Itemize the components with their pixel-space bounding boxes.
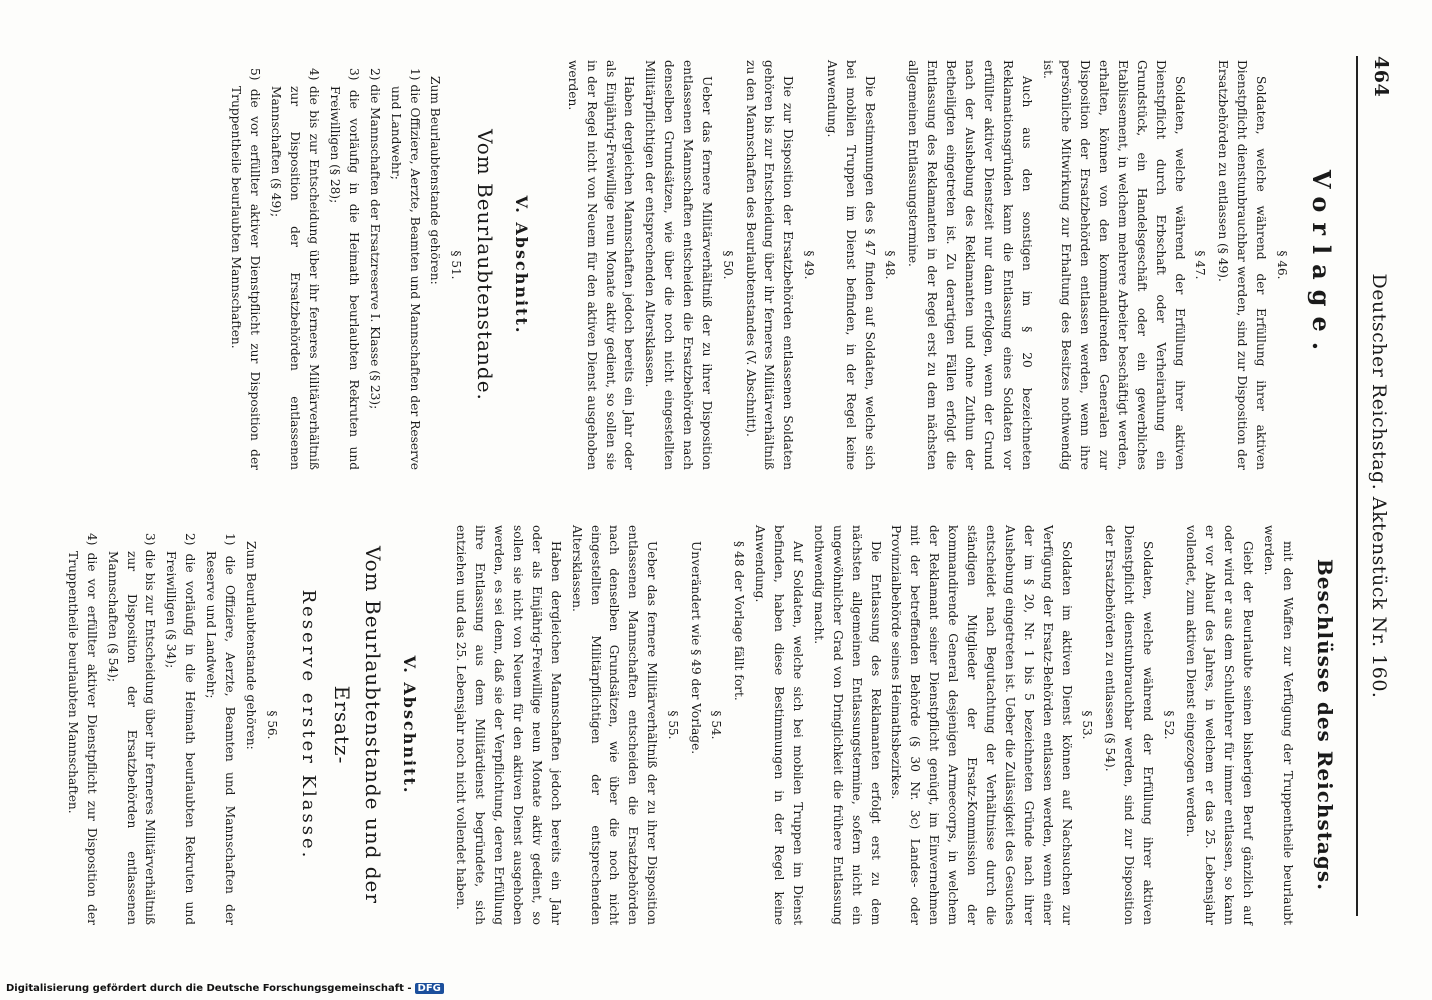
section-number: § 49. xyxy=(802,250,816,280)
section-paragraph: Unverändert wie § 49 der Vorlage. xyxy=(688,541,703,755)
left-abschnitt-section: § 51. xyxy=(449,250,464,280)
section-number: § 55. xyxy=(665,710,680,740)
section-paragraph: Giebt der Beurlaubte seinen bisherigen Beruf gänzlich auf oder wird er aus dem Schullehrer für immer entlassen, so kann er vor Ablauf des Jahres, in welchem er das 25. Lebensjahr vollendet, zum aktiven Dienst eingezogen werden. xyxy=(1184,525,1256,925)
section-paragraph: Soldaten im aktiven Dienst können auf Nachsuchen zur Verfügung der Ersatz-Behörden entlassen werden, wenn einer der im § 20, Nr. 1 bis 5 bezeichneten Gründe nach ihrer Aushebung eingetreten ist. Ueber die Zulässigkeit des Gesuches entscheidet nach Begutachtung der Verhältnisse durch die ständigen Mitglieder der Ersatz-Kommission der kommandirende General desjenigen Armeecorps, in welchem der Reklamant seiner Dienstpflicht genügt, im Einvernehmen mit der betreffenden Behörde (§ 30 Nr. 3c) Landes- oder Provinzialbehörde seines Heimathsbezirkes. xyxy=(889,525,1074,925)
section-paragraph: Die Bestimmungen des § 47 finden auf Soldaten, welche sich bei mobilen Truppen im Dienst befinden, in der Regel keine Anwendung. xyxy=(824,60,877,470)
section-paragraph: Ueber das fernere Militärverhältniß der zu ihrer Disposition entlassenen Mannschaften entscheiden die Ersatzbehörden nach denselben Grundsätzen, wie über die noch nicht eingestellten Militärpflichtigen der entsprechenden Altersklassen. xyxy=(643,60,715,470)
section-paragraph: Haben dergleichen Mannschaften jedoch bereits ein Jahr oder als Einjährig-Freiwillige neun Monate aktiv gedient, so sollen sie nicht von Neuem für den aktiven Dienst ausgehoben werden, es sei denn, daß sie der Verpflichtung, deren Erfüllung ihre Entlassung aus dem Militärdienst begründete, sich entziehen und das 25. Lebensjahr noch nicht vollendet haben. xyxy=(454,525,563,925)
left-sections xyxy=(563,60,1291,470)
right-sections xyxy=(451,525,1297,925)
section-number: § 50. xyxy=(720,250,735,280)
left-abschnitt-title: Vom Beurlaubtenstande. xyxy=(473,129,498,401)
section-number: § 52. xyxy=(1161,710,1176,740)
list-item: 2) die Mannschaften der Ersatzreserve I. Klasse (§ 23); xyxy=(367,68,382,410)
right-column xyxy=(61,525,1340,925)
section-number: § 54. xyxy=(709,710,724,740)
right-abschnitt-title: Vom Beurlaubtenstande und der Ersatz- xyxy=(330,546,386,904)
left-abschnitt-items xyxy=(226,60,423,470)
list-item: 2) die vorläufig in die Heimath beurlaubten Rekruten und Freiwilligen (§ 34); xyxy=(164,533,198,925)
right-column-heading: Beschlüsse des Reichstags. xyxy=(1313,558,1337,892)
right-abschnitt-items xyxy=(63,525,239,925)
list-item: 3) die bis zur Entscheidung über ihr ferneres Militärverhältniß zur Disposition der Ersatzbehörden entlassenen Mannschaften (§ 54); xyxy=(105,533,158,925)
dfg-logo: DFG xyxy=(415,983,444,994)
section-paragraph: mit den Waffen zur Verfügung der Truppentheile beurlaubt werden. xyxy=(1262,525,1295,925)
page-title: Deutscher Reichstag. Aktenstück Nr. 160. xyxy=(1368,273,1390,699)
left-column xyxy=(224,60,1340,470)
section-paragraph: Auf Soldaten, welche sich bei mobilen Truppen im Dienst befinden, haben diese Bestimmungen in der Regel keine Anwendung. xyxy=(753,525,805,925)
section-number: § 48. xyxy=(883,250,898,280)
credit-text: Digitalisierung gefördert durch die Deutsche Forschungsgemeinschaft - xyxy=(6,983,412,994)
section-paragraph: Soldaten, welche während der Erfüllung ihrer aktiven Dienstpflicht dienstunbrauchbar werden, sind zur Disposition der Ersatzbehörden zu entlassen (§ 49). xyxy=(1216,60,1269,470)
digitization-credit xyxy=(6,983,444,994)
section-number: § 46. xyxy=(1274,250,1289,280)
right-abschnitt-label: V. Abschnitt. xyxy=(400,655,420,795)
section-paragraph: Die zur Disposition der Ersatzbehörden entlassenen Soldaten gehören bis zur Entscheidung über ihr ferneres Militärverhältniß zu den Mannschaften des Beurlaubtenstandes (V. Abschnitt). xyxy=(743,60,796,470)
left-abschnitt-intro: Zum Beurlaubtenstande gehören: xyxy=(428,76,443,285)
section-paragraph: Die Entlassung des Reklamanten erfolgt erst zu dem nächsten allgemeinen Entlassungstermine, sofern nicht ein ungewöhnlicher Grad von Dringlichkeit die frühere Entlassung nothwendig macht. xyxy=(811,525,883,925)
list-item: 1) die Offiziere, Aerzte, Beamten und Mannschaften der Reserve und Landwehr; xyxy=(204,533,238,925)
list-item: 3) die vorläufig in die Heimath beurlaubten Rekruten und Freiwilligen (§ 28); xyxy=(327,68,361,470)
page-header xyxy=(1356,56,1392,916)
section-paragraph: Soldaten, welche während der Erfüllung ihrer aktiven Dienstpflicht dienstunbrauchbar werden, sind zur Disposition der Ersatzbehörden zu entlassen (§ 54). xyxy=(1103,525,1155,925)
section-number: § 53. xyxy=(1080,710,1095,740)
list-item: 4) die vor erfüllter aktiver Dienstpflicht zur Disposition der Truppentheile beurlaubten Mannschaften. xyxy=(65,533,99,925)
section-paragraph: Haben dergleichen Mannschaften jedoch bereits ein Jahr oder als Einjährig-Freiwillige neun Monate aktiv gedient, so sollen sie in der Regel nicht von Neuem für den aktiven Dienst ausgehoben werden. xyxy=(565,60,637,470)
section-paragraph: Ueber das fernere Militärverhältniß der zu ihrer Disposition entlassenen Mannschaften entscheiden die Ersatzbehörden nach denselben Grundsätzen, wie über die noch nicht eingestellten Militärpflichtigen der entsprechenden Altersklassen. xyxy=(569,525,660,925)
right-abschnitt-intro: Zum Beurlaubtenstande gehören: xyxy=(244,541,258,750)
page-number: 464 xyxy=(1370,56,1392,98)
list-item: 1) die Offiziere, Aerzte, Beamten und Mannschaften der Reserve und Landwehr; xyxy=(388,68,422,470)
list-item: 4) die bis zur Entscheidung über ihr ferneres Militärverhältniß zur Disposition der Ersatzbehörden entlassenen Mannschaften (§ 49); xyxy=(269,68,322,470)
section-number: § 47. xyxy=(1193,250,1208,280)
right-abschnitt-subtitle: Reserve erster Klasse. xyxy=(298,589,320,861)
section-paragraph: Soldaten, welche während der Erfüllung ihrer aktiven Dienstpflicht durch Erbschaft oder Verheirathung ein Grundstück, ein Handelsgeschäft oder ein gewerbliches Etablissement, in welchem mehrere Arbeiter beschäftigt werden, erhalten, können von den kommandirenden Generalen zur Disposition der Ersatzbehörden entlassen werden, wenn ihre persönliche Mitwirkung zur Erhaltung des Besitzes nothwendig ist. xyxy=(1040,60,1187,470)
section-paragraph: § 48 der Vorlage fällt fort. xyxy=(732,541,747,701)
right-abschnitt-section: § 56. xyxy=(264,710,279,740)
left-column-heading: Vorlage. xyxy=(1307,169,1336,361)
list-item: 5) die vor erfüllter aktiver Dienstpflicht zur Disposition der Truppentheile beurlaubten Mannschaften. xyxy=(229,68,263,470)
section-paragraph: Auch aus den sonstigen im § 20 bezeichneten Reklamationsgründen kann die Entlassung eines Soldaten vor erfüllter aktiver Dienstzeit nur dann erfolgen, wenn der Grund nach der Aushebung des Reklamanten und ohne Zuthun der Betheiligten eingetreten ist. Zu derartigen Fällen erfolgt die Entlassung des Reklamanten in der Regel erst zu dem nächsten allgemeinen Entlassungstermine. xyxy=(906,60,1034,470)
left-abschnitt-label: V. Abschnitt. xyxy=(511,195,531,335)
